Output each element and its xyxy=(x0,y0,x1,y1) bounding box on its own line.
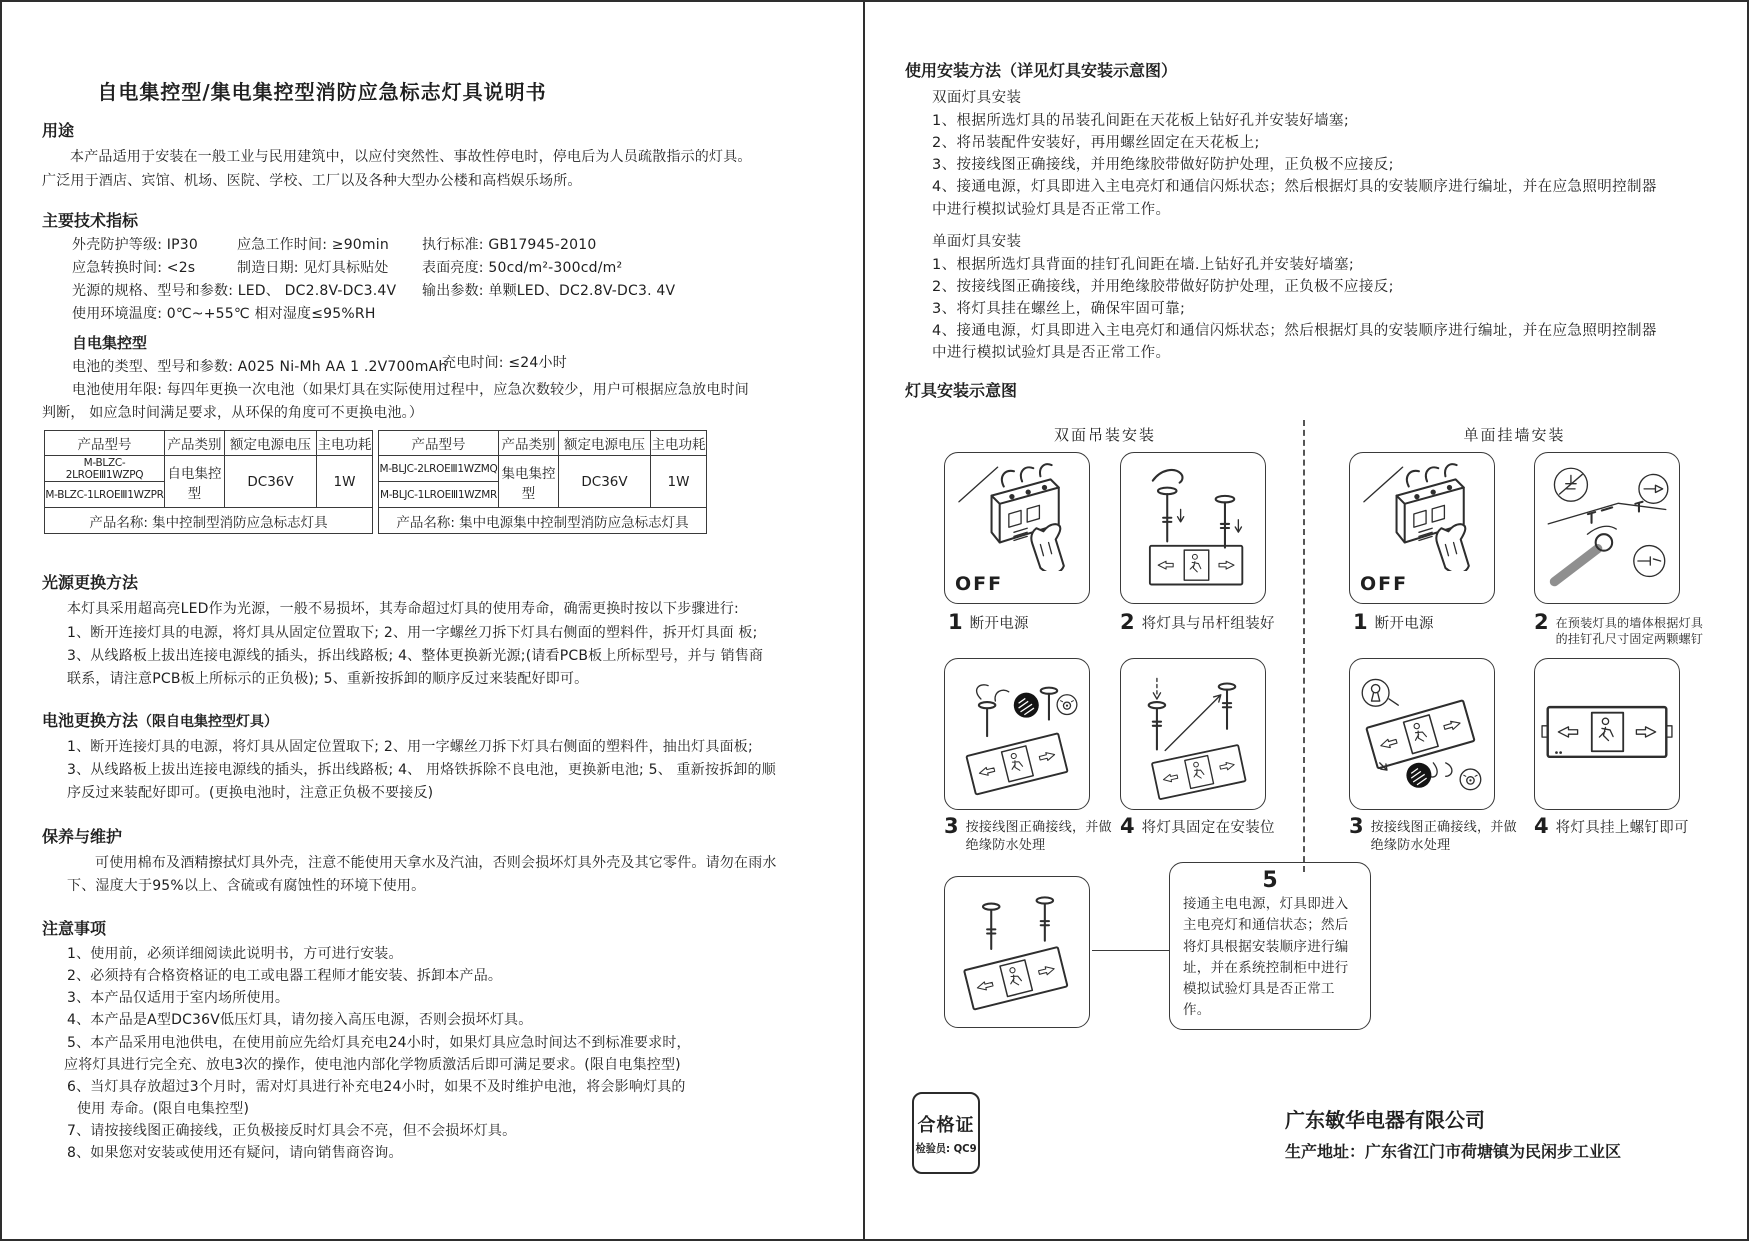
product-table-self-powered xyxy=(44,430,373,534)
step-text: 在预装灯具的墙体根据灯具的挂钉孔尺寸固定两颗螺钉 xyxy=(1555,616,1704,647)
breaker-off-illustration xyxy=(950,459,1084,571)
page-title: 自电集控型/集电集控型消防应急标志灯具说明书 xyxy=(97,80,547,104)
diagram-panel-double-step4 xyxy=(1120,658,1266,810)
qc-certificate-stamp xyxy=(912,1092,980,1174)
single-install-item: 4、接通电源，灯具即进入主电亮灯和通信闪烁状态；然后根据灯具的安装顺序进行编址，并在应急照明控制器 xyxy=(932,323,1657,339)
spec-item: 制造日期: 见灯具标贴处 xyxy=(237,260,389,276)
product-name-footer: 产品名称: 集中控制型消防应急标志灯具 xyxy=(45,508,373,534)
battery-spec: 电池的类型、型号和参数: A025 Ni-Mh AA 1 .2V700mAh xyxy=(72,359,448,375)
note-line: 使用 寿命。(限自电集控型) xyxy=(77,1101,250,1117)
light-replace-line: 联系，请注意PCB板上所标示的正负极); 5、重新按拆卸的顺序反过来装配好即可。 xyxy=(67,671,589,687)
column-header: 额定电源电压 xyxy=(559,431,651,456)
step-number: 5 xyxy=(1262,868,1278,893)
double-hanging-title: 双面吊装安装 xyxy=(1053,426,1156,444)
column-header: 产品类别 xyxy=(499,431,559,456)
rated-voltage: DC36V xyxy=(559,456,651,508)
battery-replace-heading-note: （限自电集控型灯具） xyxy=(138,714,279,730)
usage-heading: 用途 xyxy=(42,121,75,140)
step-label xyxy=(1353,612,1434,635)
step-label xyxy=(1120,816,1275,839)
column-header: 产品型号 xyxy=(45,431,165,456)
diagram-group-divider xyxy=(1303,420,1305,872)
step5-connector-line xyxy=(1092,950,1169,951)
note-line: 4、本产品是A型DC36V低压灯具，请勿接入高压电源，否则会损坏灯具。 xyxy=(67,1012,533,1028)
note-line: 应将灯具进行完全充、放电3次的操作，使电池内部化学物质激活后即可满足要求。(限自电集控型) xyxy=(64,1057,681,1073)
single-install-item: 1、根据所选灯具背面的挂钉孔间距在墙.上钻好孔并安装好墙塞; xyxy=(932,257,1355,273)
off-label: OFF xyxy=(1360,573,1409,595)
single-install-item: 3、将灯具挂在螺丝上，确保牢固可靠; xyxy=(932,301,1186,317)
note-line: 6、当灯具存放超过3个月时，需对灯具进行补充电24小时，如果不及时维护电池，将会影响灯具的 xyxy=(67,1079,686,1095)
step-number: 4 xyxy=(1120,814,1135,838)
spec-item: 外壳防护等级: IP30 xyxy=(72,237,198,253)
main-power: 1W xyxy=(651,456,707,508)
double-install-item: 1、根据所选灯具的吊装孔间距在天花板上钻好孔并安装好墙塞; xyxy=(932,113,1350,129)
model-number: M-BLJC-2LROEⅢ1WZMQ xyxy=(379,456,499,482)
inspector-label: 检验员: QC9 xyxy=(915,1141,977,1155)
diagram-panel-double-step5 xyxy=(944,876,1090,1028)
step-text: 接通主电电源，灯具即进入主电亮灯和通信状态；然后将灯具根据安装顺序进行编址，并在系统控制柜中进行模拟试验灯具是否正常工作。 xyxy=(1183,896,1349,1019)
spec-item: 输出参数: 单颗LED、DC2.8V-DC3. 4V xyxy=(422,283,676,299)
light-replace-line: 3、从线路板上拔出连接电源线的插头，拆出线路板; 4、整体更换新光源;(请看PCB板上所标型号，并与 销售商 xyxy=(67,648,764,664)
note-line: 5、本产品采用电池供电，在使用前应先给灯具充电24小时，如果灯具应急时间达不到标准要求时， xyxy=(67,1035,691,1051)
step-label xyxy=(948,612,1029,635)
note-line: 7、请按接线图正确接线，正负极接反时灯具会不亮，但不会损坏灯具。 xyxy=(67,1123,517,1139)
off-label: OFF xyxy=(955,573,1004,595)
diagram-panel-double-step2 xyxy=(1120,452,1266,604)
product-name-footer: 产品名称: 集中电源集中控制型消防应急标志灯具 xyxy=(379,508,707,534)
lamp-wiring-illustration xyxy=(950,665,1084,801)
product-category: 自电集控型 xyxy=(165,456,225,508)
double-install-item: 4、接通电源，灯具即进入主电亮灯和通信闪烁状态；然后根据灯具的安装顺序进行编址，并在应急照明控制器 xyxy=(932,179,1657,195)
model-number: M-BLJC-1LROEⅢ1WZMR xyxy=(379,482,499,508)
spec-item: 执行标准: GB17945-2010 xyxy=(422,237,597,253)
model-number: M-BLZC-1LROEⅢ1WZPR xyxy=(45,482,165,508)
double-install-item: 3、按接线图正确接线，并用绝缘胶带做好防护处理，正负极不应接反; xyxy=(932,157,1394,173)
single-install-item: 2、按接线图正确接线，并用绝缘胶带做好防护处理，正负极不应接反; xyxy=(932,279,1394,295)
step-label xyxy=(1349,816,1517,854)
exit-sign-front-illustration xyxy=(1540,665,1674,801)
column-header: 产品类别 xyxy=(165,431,225,456)
lamp-fixing-illustration xyxy=(1126,665,1260,801)
wall-screws-illustration xyxy=(1540,459,1674,595)
diagram-heading: 灯具安装示意图 xyxy=(905,381,1018,400)
step-text: 按接线图正确接线，并做绝缘防水处理 xyxy=(1370,820,1517,853)
company-address: 生产地址：广东省江门市荷塘镇为民闲步工业区 xyxy=(1285,1142,1622,1161)
step-text: 将灯具固定在安装位 xyxy=(1141,820,1275,836)
product-table-central-powered xyxy=(378,430,707,534)
lamp-installed-illustration xyxy=(950,883,1084,1019)
maintain-line: 可使用棉布及酒精擦拭灯具外壳，注意不能使用天拿水及汽油，否则会损坏灯具外壳及其它零件。请勿在雨水 xyxy=(95,855,777,871)
column-header: 主电功耗 xyxy=(317,431,373,456)
step-label xyxy=(1534,816,1689,839)
step-number: 3 xyxy=(944,814,959,838)
step-label xyxy=(944,816,1112,854)
column-header: 额定电源电压 xyxy=(225,431,317,456)
step-label xyxy=(1120,612,1275,635)
lamp-rod-assembly-illustration xyxy=(1126,459,1260,595)
install-heading: 使用安装方法（详见灯具安装示意图） xyxy=(905,61,1178,80)
spec-item: 使用环境温度: 0℃~+55℃ 相对湿度≤95%RH xyxy=(72,306,376,322)
step-text: 将灯具挂上螺钉即可 xyxy=(1555,820,1689,836)
spec-item: 应急工作时间: ≥90min xyxy=(237,237,389,253)
double-install-title: 双面灯具安装 xyxy=(932,90,1022,106)
single-wall-title: 单面挂墙安装 xyxy=(1463,426,1566,444)
specs-heading: 主要技术指标 xyxy=(42,211,139,230)
column-header: 产品型号 xyxy=(379,431,499,456)
step-number: 2 xyxy=(1534,610,1549,634)
spec-item: 表面亮度: 50cd/m²-300cd/m² xyxy=(422,260,623,276)
step5-box xyxy=(1169,862,1371,1030)
battery-replace-heading-text: 电池更换方法 xyxy=(42,711,139,730)
maintain-heading: 保养与维护 xyxy=(42,827,123,846)
battery-replace-line: 1、断开连接灯具的电源，将灯具从固定位置取下; 2、用一字螺丝刀拆下灯具右侧面的塑料件，抽出灯具面板; xyxy=(67,739,753,755)
spec-item: 应急转换时间: <2s xyxy=(72,260,196,276)
step-number: 4 xyxy=(1534,814,1549,838)
usage-line: 本产品适用于安装在一般工业与民用建筑中，以应付突然性、事故性停电时，停电后为人员疏散指示的灯具。 xyxy=(70,149,752,165)
spec-item: 光源的规格、型号和参数: LED、 DC2.8V-DC3.4V xyxy=(72,283,397,299)
double-install-item: 2、将吊装配件安装好，再用螺丝固定在天花板上; xyxy=(932,135,1260,151)
double-install-wrap: 中进行模拟试验灯具是否正常工作。 xyxy=(932,202,1171,218)
step-number: 1 xyxy=(1353,610,1368,634)
single-install-title: 单面灯具安装 xyxy=(932,234,1022,250)
note-line: 2、必须持有合格资格证的电工或电器工程师才能安装、拆卸本产品。 xyxy=(67,968,503,984)
step-number: 2 xyxy=(1120,610,1135,634)
maintain-line: 下、湿度大于95%以上、含硫或有腐蚀性的环境下使用。 xyxy=(67,878,426,894)
charge-time: 充电时间: ≤24小时 xyxy=(442,355,567,371)
light-replace-heading: 光源更换方法 xyxy=(42,573,139,592)
step-text: 断开电源 xyxy=(1374,616,1434,632)
diagram-panel-single-step1 xyxy=(1349,452,1495,604)
battery-replace-heading xyxy=(42,708,278,731)
step-number: 1 xyxy=(948,610,963,634)
product-category: 集电集控型 xyxy=(499,456,559,508)
step-label xyxy=(1534,612,1706,647)
step-text: 断开电源 xyxy=(969,616,1029,632)
company-name: 广东敏华电器有限公司 xyxy=(1285,1108,1485,1132)
diagram-panel-single-step4 xyxy=(1534,658,1680,810)
battery-replace-line: 3、从线路板上拔出连接电源线的插头，拆出线路板; 4、 用烙铁拆除不良电池，更换新电池; 5、 重新按拆卸的顺 xyxy=(67,762,776,778)
wall-lamp-wiring-illustration xyxy=(1355,665,1489,801)
column-header: 主电功耗 xyxy=(651,431,707,456)
self-powered-heading: 自电集控型 xyxy=(72,334,148,352)
model-number: M-BLZC-2LROEⅢ1WZPQ xyxy=(45,456,165,482)
note-line: 1、使用前，必须详细阅读此说明书，方可进行安装。 xyxy=(67,946,403,962)
note-line: 8、如果您对安装或使用还有疑问，请向销售商咨询。 xyxy=(67,1145,403,1161)
step-text: 按接线图正确接线，并做绝缘防水处理 xyxy=(965,820,1112,853)
battery-life-line: 判断， 如应急时间满足要求，从环保的角度可不更换电池。） xyxy=(42,405,424,421)
notes-heading: 注意事项 xyxy=(42,919,107,938)
battery-life-line: 电池使用年限: 每四年更换一次电池（如果灯具在实际使用过程中，应急次数较少，用户可根据应急放电时间 xyxy=(72,382,749,398)
diagram-panel-double-step1 xyxy=(944,452,1090,604)
usage-line: 广泛用于酒店、宾馆、机场、医院、学校、工厂以及各种大型办公楼和高档娱乐场所。 xyxy=(42,173,582,189)
page-divider xyxy=(863,2,865,1239)
step-text: 将灯具与吊杆组装好 xyxy=(1141,616,1275,632)
diagram-panel-single-step3 xyxy=(1349,658,1495,810)
step-number: 3 xyxy=(1349,814,1364,838)
diagram-panel-single-step2 xyxy=(1534,452,1680,604)
light-replace-line: 本灯具采用超高亮LED作为光源，一般不易损坏，其寿命超过灯具的使用寿命，确需更换时按以下步骤进行: xyxy=(67,601,739,617)
note-line: 3、本产品仅适用于室内场所使用。 xyxy=(67,990,290,1006)
light-replace-line: 1、断开连接灯具的电源，将灯具从固定位置取下; 2、用一字螺丝刀拆下灯具右侧面的塑料件，拆开灯具面 板; xyxy=(67,625,758,641)
diagram-panel-double-step3 xyxy=(944,658,1090,810)
single-install-wrap: 中进行模拟试验灯具是否正常工作。 xyxy=(932,345,1171,361)
main-power: 1W xyxy=(317,456,373,508)
battery-replace-line: 序反过来装配好即可。(更换电池时，注意正负极不要接反) xyxy=(67,785,434,801)
rated-voltage: DC36V xyxy=(225,456,317,508)
certificate-title: 合格证 xyxy=(917,1114,975,1136)
breaker-off-illustration xyxy=(1355,459,1489,571)
